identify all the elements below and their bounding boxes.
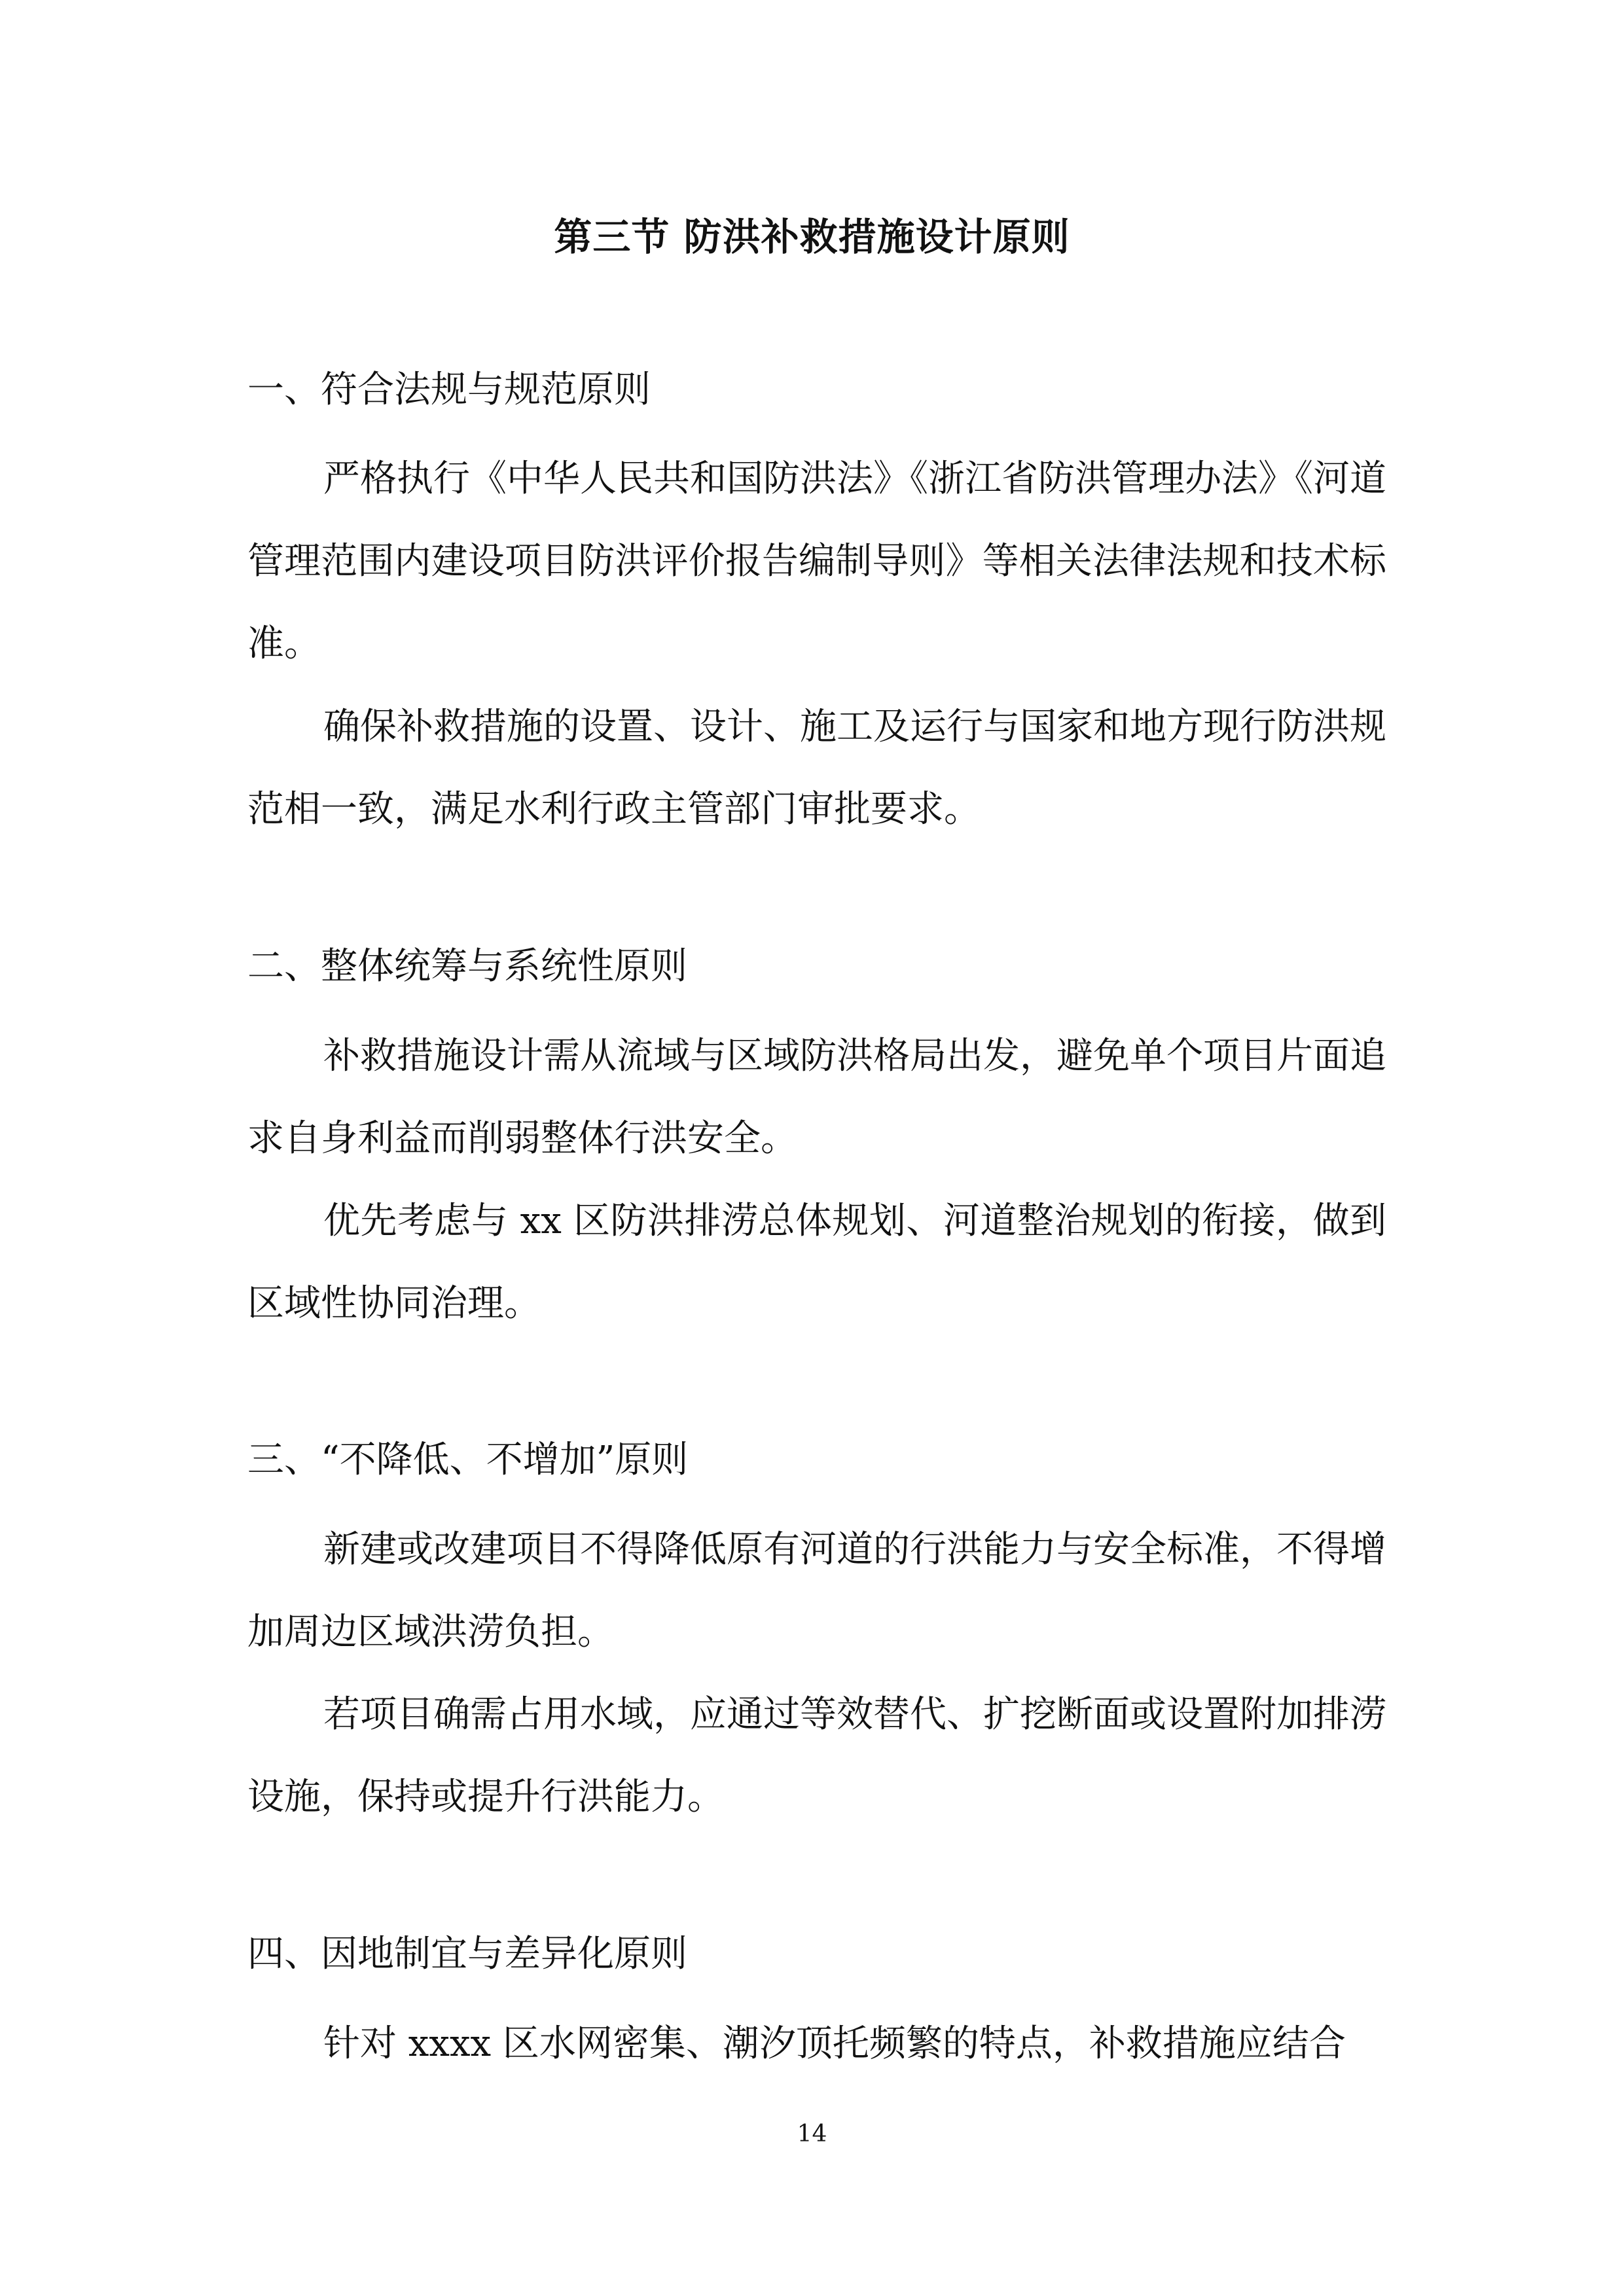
paragraph-3-1: 新建或改建项目不得降低原有河道的行洪能力与安全标准，不得增加周边区域洪涝负担。 xyxy=(247,1528,1386,1653)
page-number: 14 xyxy=(797,2121,827,2147)
paragraph-4-1: 针对 xxxx 区水网密集、潮汐顶托频繁的特点，补救措施应结合 xyxy=(323,2022,1346,2065)
paragraph-1-2: 确保补救措施的设置、设计、施工及运行与国家和地方现行防洪规范相一致，满足水利行政主管部门审批要求。 xyxy=(247,706,1386,831)
section-heading-3: 三、“不降低、不增加”原则 xyxy=(247,1439,689,1481)
section-heading-4: 四、因地制宜与差异化原则 xyxy=(247,1933,687,1975)
paragraph-2-1: 补救措施设计需从流域与区域防洪格局出发，避免单个项目片面追求自身利益而削弱整体行洪安全。 xyxy=(247,1035,1386,1160)
paragraph-2-2: 优先考虑与 xx 区防洪排涝总体规划、河道整治规划的衔接，做到区域性协同治理。 xyxy=(247,1200,1386,1325)
page-title: 第三节 防洪补救措施设计原则 xyxy=(554,215,1070,259)
section-heading-1: 一、符合法规与规范原则 xyxy=(247,368,651,411)
paragraph-1-1: 严格执行《中华人民共和国防洪法》《浙江省防洪管理办法》《河道管理范围内建设项目防洪评价报告编制导则》等相关法律法规和技术标准。 xyxy=(247,457,1386,665)
paragraph-3-2: 若项目确需占用水域，应通过等效替代、扩挖断面或设置附加排涝设施，保持或提升行洪能力。 xyxy=(247,1693,1386,1818)
section-heading-2: 二、整体统筹与系统性原则 xyxy=(247,945,687,988)
